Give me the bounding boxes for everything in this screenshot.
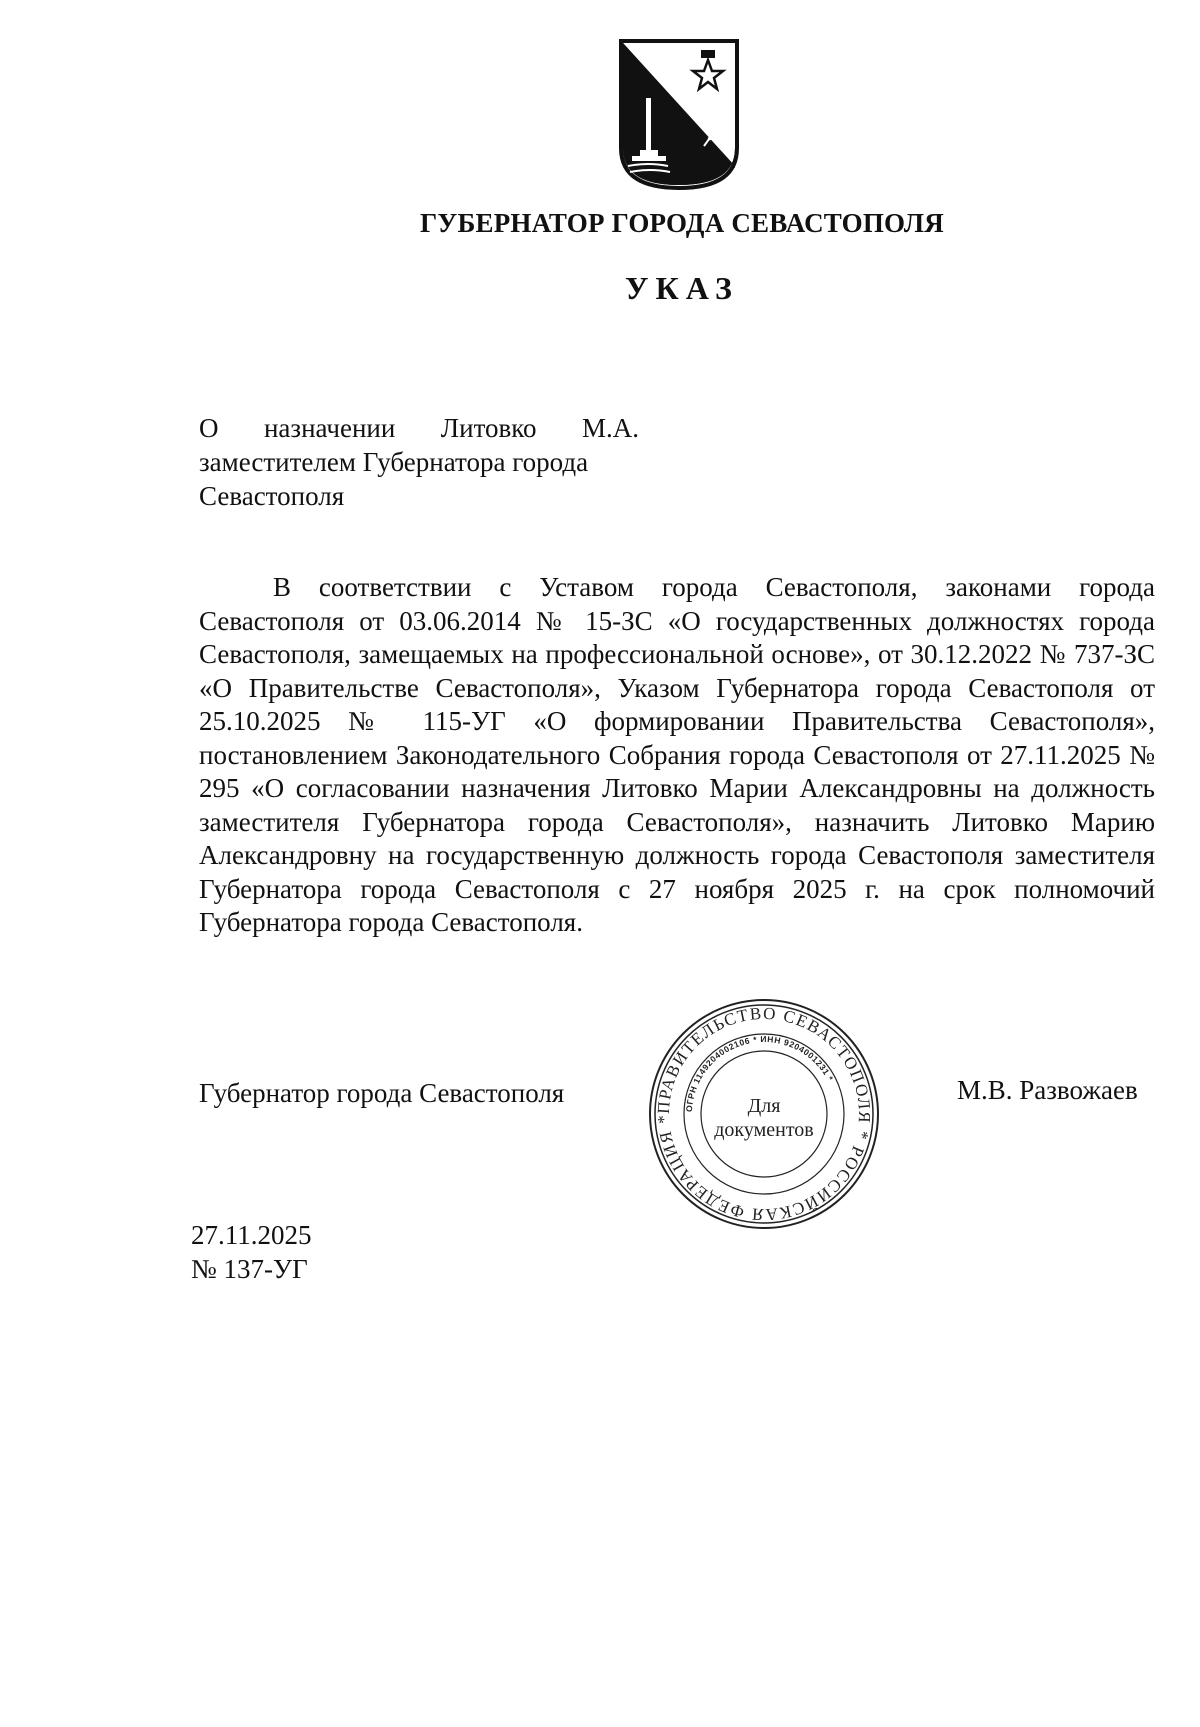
decree-body: В соответствии с Уставом города Севастополя, законами города Севастополя от 03.06.2014 № 15-ЗС «О государственных должностях города Севастополя, замещаемых на профессиональной основе», от 30.12.2022 № 737-ЗС «О Правительстве Севастополя», Указом Губернатора города Севастополя от 25.10.2025 № 115-УГ «О формировании Правительства Севастополя», постановлением Законодательного Собрания города Севастополя от 27.11.2025 № 295 «О согласовании назначения Литовко Марии Александровны на должность заместителя Губернатора города Севастополя», назначить Литовко Марию Александровну на государственную должность города Севастополя заместителя Губернатора города Севастополя с 27 ноября 2025 г. на срок полномочий Губернатора города Севастополя. <box>199 572 1155 937</box>
subject-line-1: О назначении Литовко М.А. <box>199 413 639 443</box>
coat-of-arms-icon <box>618 38 740 190</box>
document-date: 27.11.2025 <box>191 1220 312 1250</box>
signatory-name: М.В. Развожаев <box>957 1075 1138 1105</box>
seal-center-line-2: документов <box>714 1119 814 1141</box>
document-date-number <box>191 1218 312 1286</box>
document-number: № 137-УГ <box>191 1254 308 1284</box>
seal-inner-text: ОГРН 1149204002106 * ИНН 9204001231 * <box>683 1033 836 1113</box>
signatory-position: Губернатор города Севастополя <box>199 1078 565 1108</box>
subject-line-3: Севастополя <box>199 481 345 511</box>
seal-center-line-1: Для <box>747 1095 781 1117</box>
issuing-authority: ГУБЕРНАТОР ГОРОДА СЕВАСТОПОЛЯ <box>420 208 944 238</box>
official-seal-stamp <box>646 996 882 1232</box>
document-subject <box>199 411 639 513</box>
document-type: УКАЗ <box>625 270 739 306</box>
subject-line-2: заместителем Губернатора города <box>199 447 589 477</box>
seal-outer-text: ПРАВИТЕЛЬСТВО СЕВАСТОПОЛЯ * РОССИЙСКАЯ ФЕДЕРАЦИЯ * <box>653 1003 875 1225</box>
